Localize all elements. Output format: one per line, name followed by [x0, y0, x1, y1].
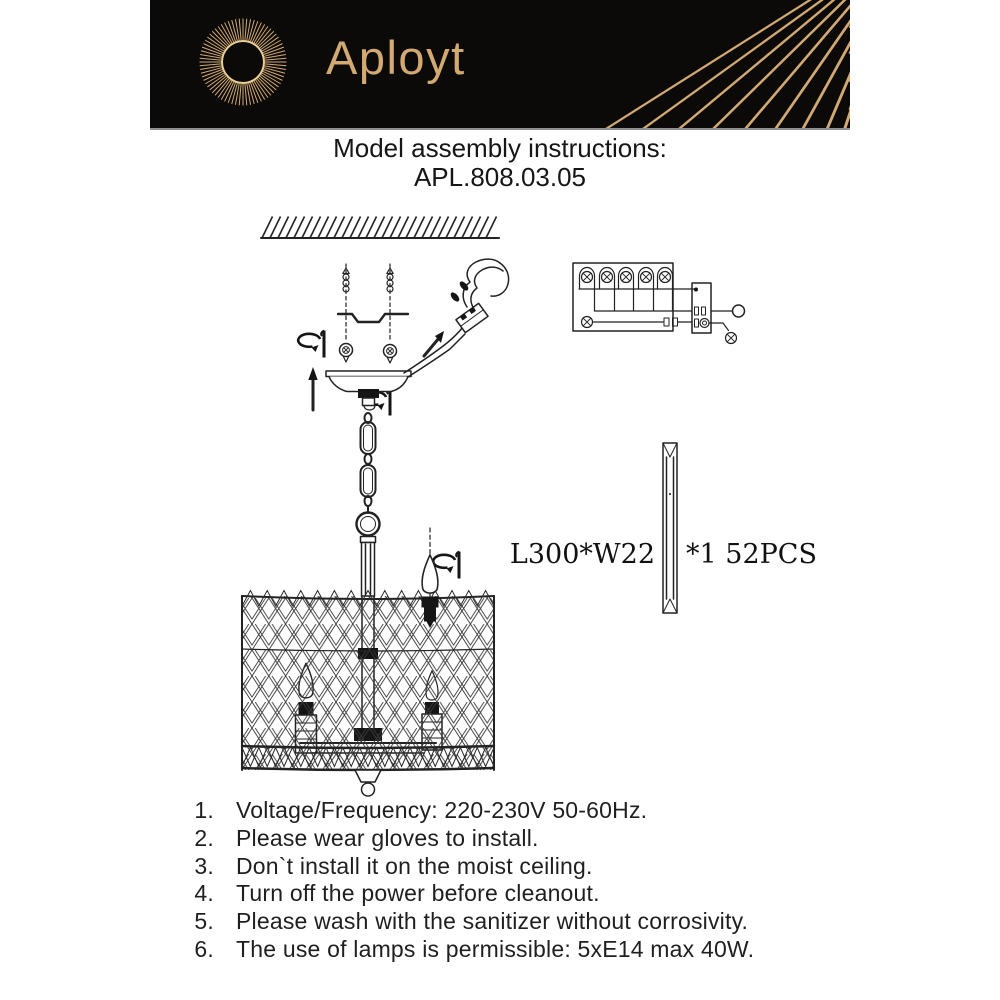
earth-symbol-icon [733, 305, 745, 317]
arrow-up-icon [308, 367, 317, 410]
ceiling-canopy [326, 371, 411, 410]
list-item: 2. Please wear gloves to install. [194, 824, 539, 851]
list-item: 3. Don`t install it on the moist ceiling. [194, 852, 593, 879]
assembly-diagram [150, 195, 850, 805]
title-block [150, 134, 850, 192]
corner-rays-icon [578, 0, 850, 128]
hanging-chain [361, 413, 376, 513]
list-item: 1. Voltage/Frequency: 220-230V 50-60Hz. [194, 797, 648, 823]
mounting-bracket [338, 314, 408, 322]
mesh-drum-shade [242, 596, 494, 770]
page-title: Model assembly instructions: [333, 133, 667, 163]
bottom-finial [355, 770, 381, 796]
lamp-symbol-icon [582, 317, 593, 328]
power-wire [404, 259, 509, 377]
ceiling-hatch [261, 217, 499, 239]
instruction-list [150, 797, 850, 964]
brand-banner [150, 0, 850, 130]
candle-bulb-icon [422, 555, 438, 593]
rod-qty-label: *1 52PCS [686, 539, 817, 570]
terminal-connector [456, 303, 488, 332]
brand-name: Aployt [326, 31, 466, 84]
model-number: APL.808.03.05 [413, 162, 587, 192]
suspension-ring [357, 513, 380, 597]
screw-icon [384, 345, 397, 364]
wiring-diagram [573, 263, 745, 344]
rotate-icon [298, 331, 324, 358]
rod-size-label: L300*W22 [509, 539, 655, 570]
crystal-rod-part [663, 443, 677, 613]
screw-in-bulb [422, 528, 439, 628]
sunburst-icon [150, 0, 350, 128]
lamp-symbol-icon [726, 333, 737, 344]
mounting-hardware [338, 264, 408, 363]
list-item: 6. The use of lamps is permissible: 5xE14 max 40W. [194, 935, 755, 962]
list-item: 5. Please wash with the sanitizer without corrosivity. [194, 908, 749, 935]
list-item: 4. Turn off the power before cleanout. [194, 880, 600, 907]
screw-icon [340, 344, 353, 363]
